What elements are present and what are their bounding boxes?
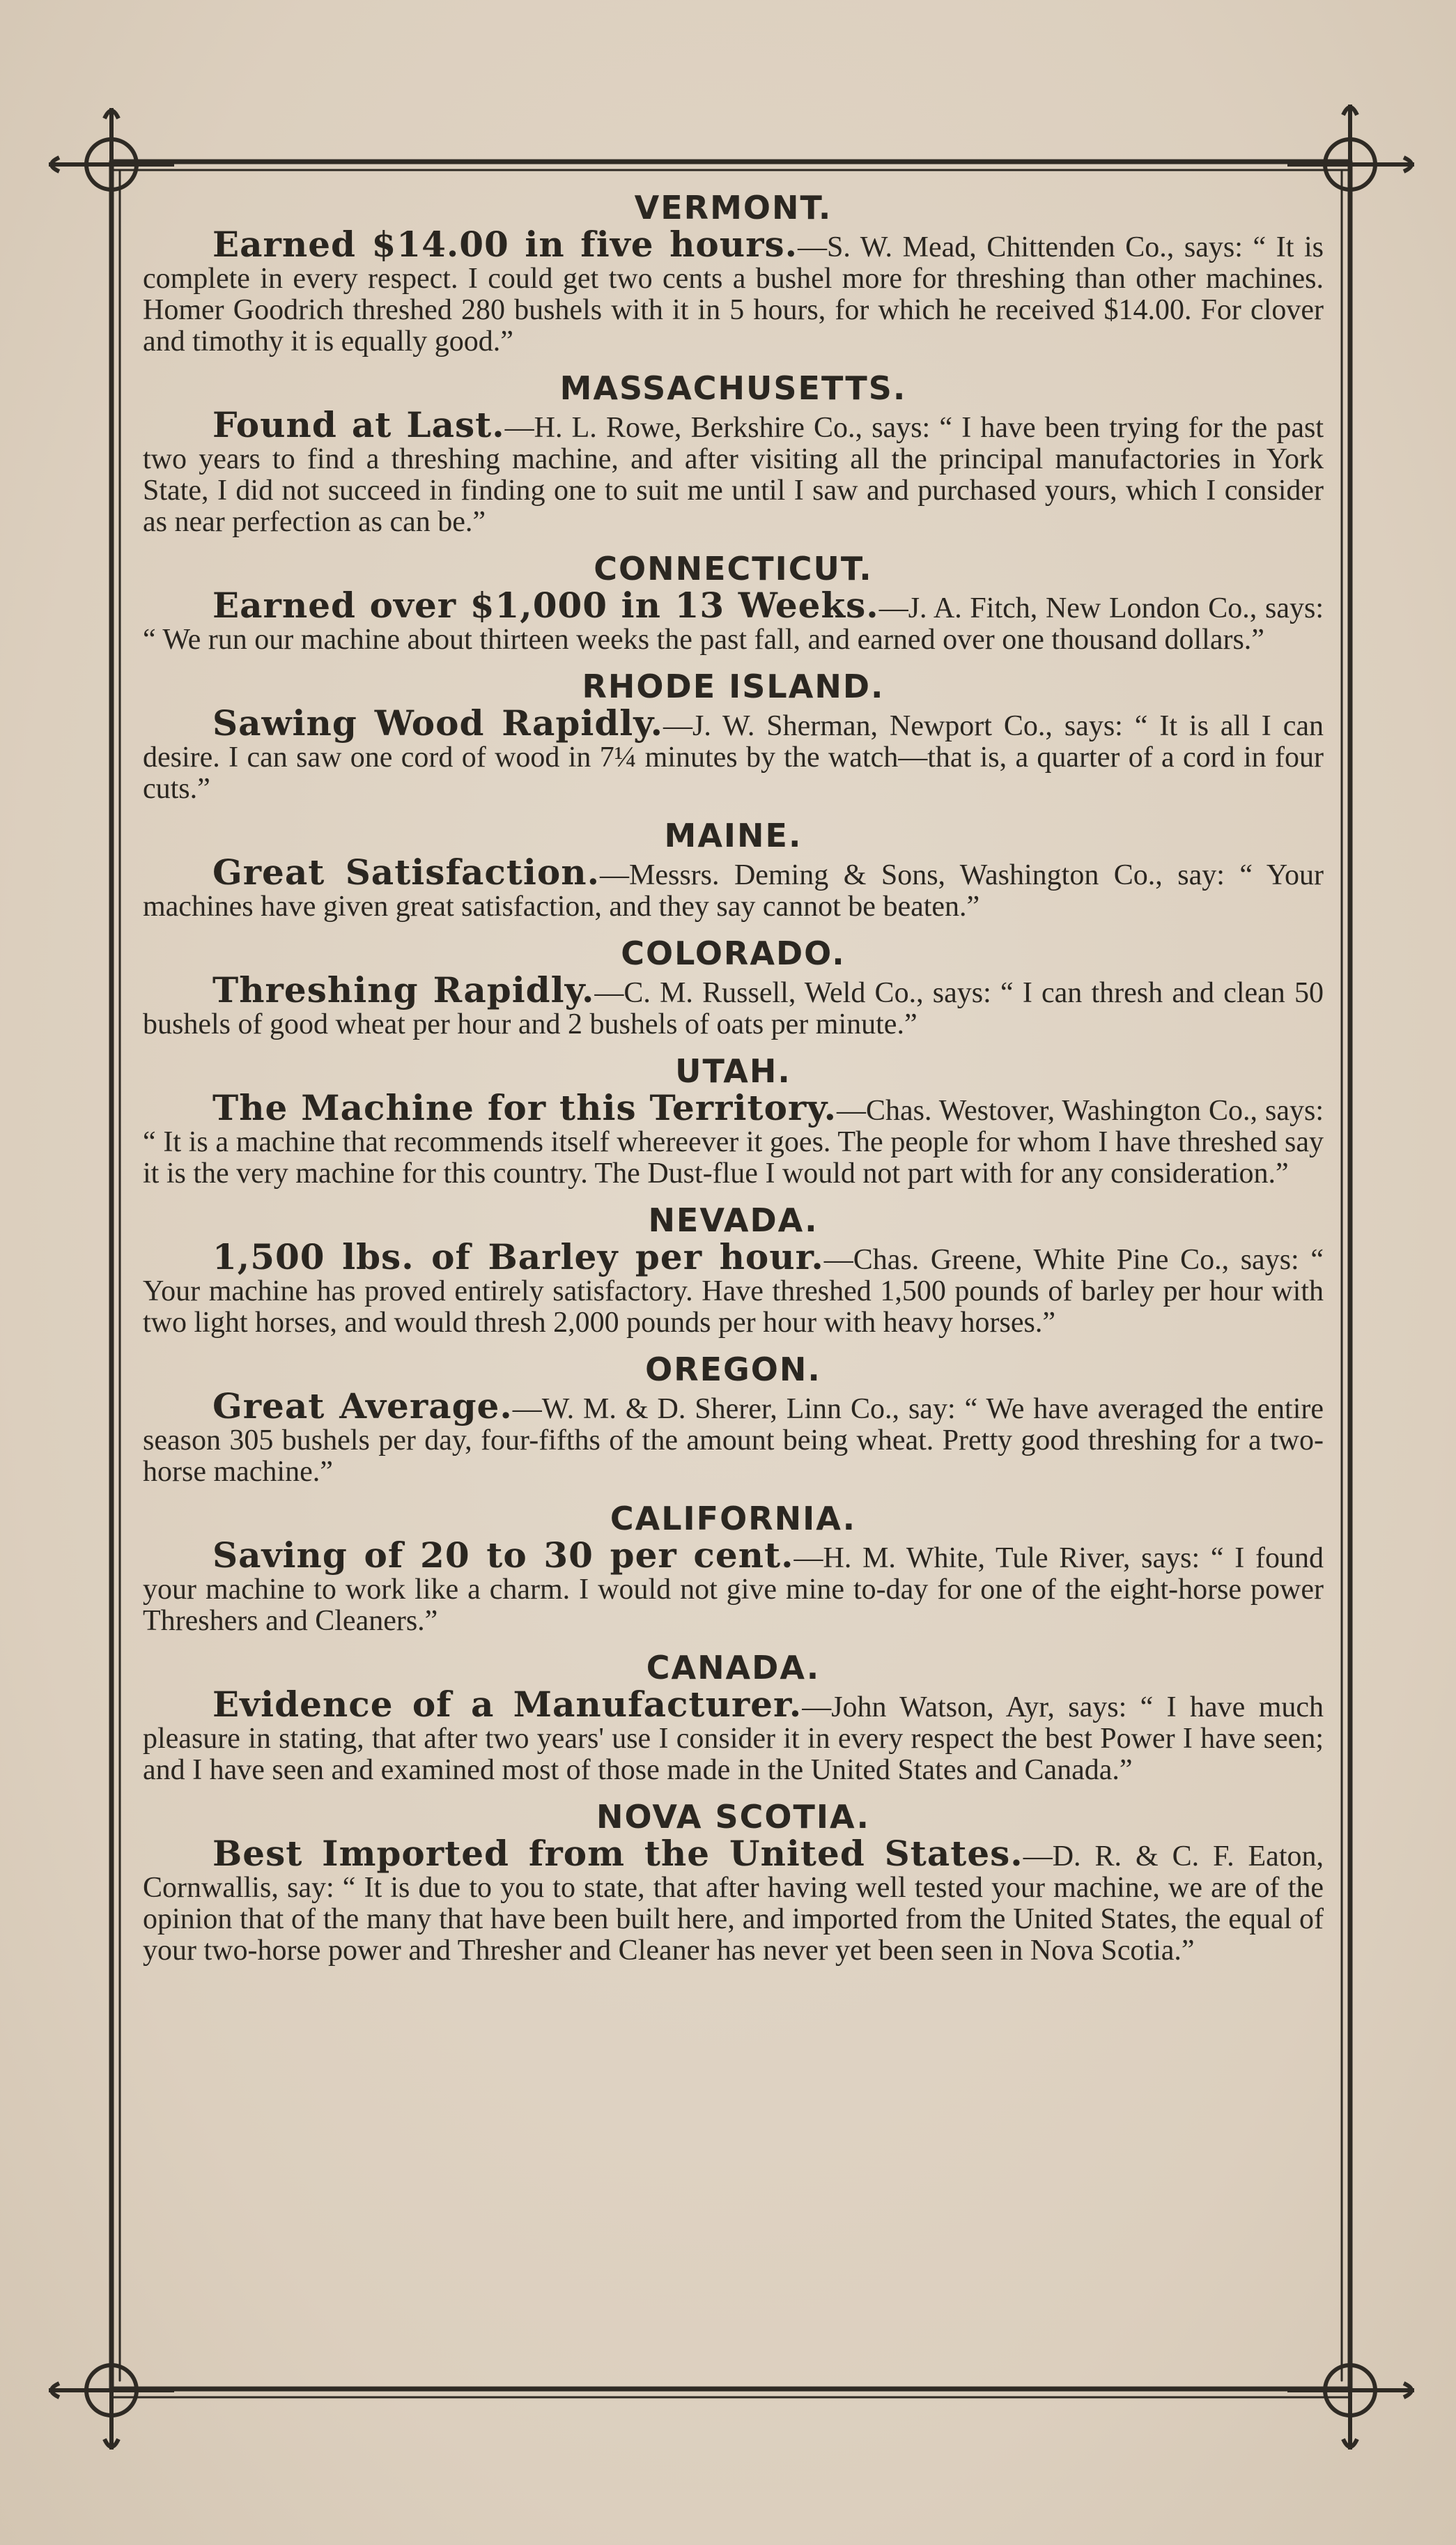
testimonial-headline: Great Satisfaction.	[212, 852, 600, 893]
state-heading: CONNECTICUT.	[594, 550, 873, 587]
testimonial-headline: Saving of 20 to 30 per cent.	[212, 1535, 794, 1576]
testimonials-column	[143, 187, 1324, 2361]
testimonial-body	[143, 702, 1324, 805]
testimonial-canada	[143, 1647, 1324, 1786]
state-heading: UTAH.	[675, 1052, 791, 1090]
testimonial-nova-scotia	[143, 1796, 1324, 1967]
testimonial-oregon	[143, 1348, 1324, 1488]
testimonial-body	[143, 404, 1324, 538]
testimonial-nevada	[143, 1199, 1324, 1339]
testimonial-body	[143, 1535, 1324, 1637]
testimonial-text: —D. R. & C. F. Eaton, Cornwallis, say: “ It is due to you to state, that after having well tested your machine, we are of the opinion that of the many that have been built here, and imported from the United States, the equal of your two-horse power and Thresher and Cleaner has never yet been seen in Nova Scotia.”	[143, 1840, 1324, 1967]
testimonial-text: —H. L. Rowe, Berkshire Co., says: “ I have been trying for the past two years to find a threshing machine, and after visiting all the principal manufactories in York State, I did not succeed in finding one to suit me until I saw and purchased yours, which I consider as near perfection as can be.”	[143, 412, 1324, 538]
testimonial-body	[143, 1236, 1324, 1339]
testimonial-body	[143, 1087, 1324, 1190]
testimonial-text: —H. M. White, Tule River, says: “ I found your machine to work like a charm. I would not give mine to-day for one of the eight-horse power Threshers and Cleaners.”	[143, 1542, 1324, 1637]
testimonial-body	[143, 1833, 1324, 1967]
testimonial-headline: Great Average.	[212, 1385, 513, 1427]
testimonial-headline: Found at Last.	[212, 404, 505, 445]
state-heading: NOVA SCOTIA.	[596, 1798, 870, 1836]
testimonial-utah	[143, 1050, 1324, 1190]
testimonial-vermont	[143, 187, 1324, 357]
state-heading: CANADA.	[646, 1649, 821, 1686]
testimonial-connecticut	[143, 548, 1324, 656]
testimonial-text: —W. M. & D. Sherer, Linn Co., say: “ We have averaged the entire season 305 bushels per day, four-fifths of the amount being wheat. Pretty good threshing for a two-horse machine.”	[143, 1393, 1324, 1488]
testimonial-body	[143, 1684, 1324, 1786]
testimonial-rhode-island	[143, 666, 1324, 805]
testimonial-text: —Chas. Greene, White Pine Co., says: “ Your machine has proved entirely satisfactory. Have threshed 1,500 pounds of barley per hour with two light horses, and would thresh 2,000 pounds per hour with heavy horses.”	[143, 1244, 1324, 1339]
testimonial-body	[143, 224, 1324, 357]
testimonial-headline: Best Imported from the United States.	[212, 1833, 1023, 1874]
state-heading: MASSACHUSETTS.	[559, 369, 907, 407]
state-heading: NEVADA.	[648, 1201, 819, 1239]
state-heading: COLORADO.	[621, 935, 846, 972]
testimonial-headline: Earned over $1,000 in 13 Weeks.	[212, 585, 879, 626]
testimonial-body	[143, 1385, 1324, 1488]
testimonial-text: —J. W. Sherman, Newport Co., says: “ It is all I can desire. I can saw one cord of wood in 7¼ minutes by the watch—that is, a quarter of a cord in four cuts.”	[143, 710, 1324, 805]
testimonial-text: —Messrs. Deming & Sons, Washington Co., say: “ Your machines have given great satisfaction, and they say cannot be beaten.”	[143, 859, 1324, 923]
testimonial-body	[143, 585, 1324, 656]
testimonial-body	[143, 969, 1324, 1040]
testimonial-maine	[143, 815, 1324, 923]
testimonial-massachusetts	[143, 367, 1324, 538]
testimonial-text: —S. W. Mead, Chittenden Co., says: “ It is complete in every respect. I could get two cents a bushel more for threshing than other machines. Homer Goodrich threshed 280 bushels with it in 5 hours, for which he received $14.00. For clover and timothy it is equally good.”	[143, 231, 1324, 357]
testimonial-headline: Sawing Wood Rapidly.	[212, 702, 664, 744]
testimonial-text: —John Watson, Ayr, says: “ I have much pleasure in stating, that after two years' use I consider it in every respect the best Power I have seen; and I have seen and examined most of those made in the United States and Canada.”	[143, 1691, 1324, 1786]
testimonial-headline: 1,500 lbs. of Barley per hour.	[212, 1236, 824, 1277]
testimonial-text: —Chas. Westover, Washington Co., says: “ It is a machine that recommends itself whereever it goes. The people for whom I have threshed say it is the very machine for this country. The Dust-flue I would not part with for any consideration.”	[143, 1095, 1324, 1190]
state-heading: OREGON.	[645, 1351, 821, 1388]
testimonial-body	[143, 852, 1324, 923]
testimonial-california	[143, 1498, 1324, 1637]
state-heading: RHODE ISLAND.	[582, 668, 885, 705]
state-heading: MAINE.	[664, 817, 803, 854]
state-heading: CALIFORNIA.	[610, 1500, 857, 1537]
testimonial-headline: Threshing Rapidly.	[212, 969, 595, 1010]
testimonial-text: —C. M. Russell, Weld Co., says: “ I can thresh and clean 50 bushels of good wheat per hour and 2 bushels of oats per minute.”	[143, 977, 1324, 1040]
state-heading: VERMONT.	[634, 189, 832, 226]
testimonial-headline: Evidence of a Manufacturer.	[212, 1684, 803, 1725]
testimonial-headline: Earned $14.00 in five hours.	[212, 224, 798, 265]
testimonial-headline: The Machine for this Territory.	[212, 1087, 837, 1128]
testimonial-text: —J. A. Fitch, New London Co., says: “ We run our machine about thirteen weeks the past fall, and earned over one thousand dollars.”	[143, 592, 1324, 656]
testimonial-colorado	[143, 932, 1324, 1040]
